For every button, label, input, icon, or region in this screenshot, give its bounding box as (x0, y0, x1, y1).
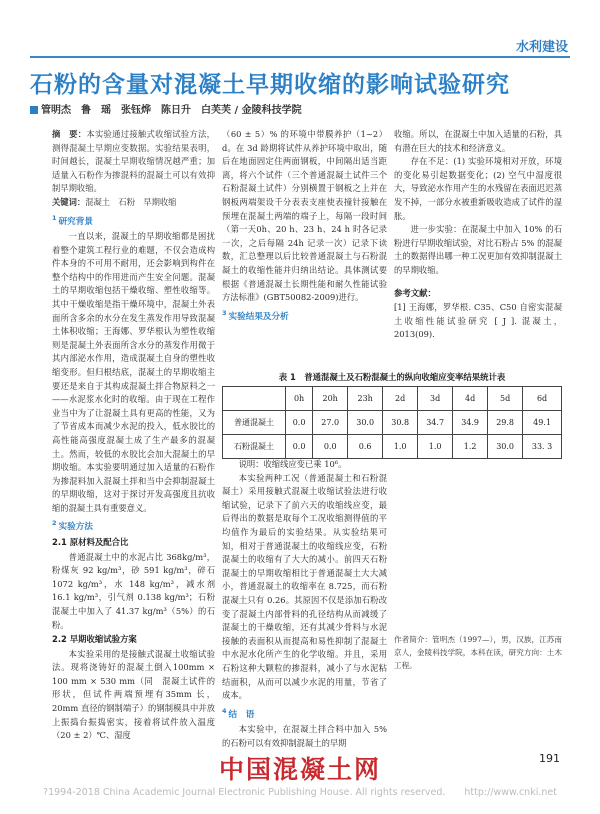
section-1-title: 研究背景 (58, 216, 93, 227)
keywords-label: 关键词： (52, 196, 86, 207)
column-right (394, 128, 562, 342)
site-watermark: 中国混凝土网 (218, 755, 381, 784)
table-cell: 0.0 (286, 411, 313, 435)
table-header-row (223, 387, 562, 411)
subsection-2-2-heading: 2.2 早期收缩试验方案 (52, 634, 137, 645)
table-cell: 34.7 (418, 411, 453, 435)
table-cell: 34.9 (453, 411, 488, 435)
section-2-heading (52, 517, 215, 534)
abstract-label: 摘 要： (52, 129, 87, 139)
section-3-title: 实验结果及分析 (228, 311, 289, 322)
shortcomings-paragraph: 存在不足：(1) 实验环境相对开放，环境的变化易引起数据变化；(2) 空气中湿度很大，导致泌水作用产生的水残留在表面迟迟蒸发不掉，一部分水被重新吸收造成了试件的湿胀。 (394, 156, 562, 221)
abstract-text: 本实验通过接触式收缩试验方法，测得混凝土早期应变数据。实验结果表明，时间越长，混凝土早期收缩情况越严重；加适量入石粉作为掺混料的混凝土可以有效抑制早期收缩。 (52, 129, 215, 194)
table-note: 说明：收缩线应变已乘 10⁶。 (238, 459, 347, 469)
authors-text: 管明杰 鲁 瑶 张钰烨 陈日升 白芙芙 / 金陵科技学院 (41, 105, 302, 116)
table-row (223, 435, 562, 459)
section-2-2-paragraph: 本实验采用的是接触式混凝土收缩试验法。现将浇铸好的混凝土倒入100mm × 100 mm × 530 mm（同 混凝土试件的形状，但试件两端预埋有35mm 长，20mm 直径的钢制端子）的钢制模具中并放上振捣台振捣密实，接着将试件放入温度（20 ± 2）℃、湿度 (52, 648, 215, 741)
table-cell: 27.0 (313, 411, 348, 435)
section-2-2-continued: （60 ± 5）% 的环境中带膜养护（1~2）d。在 3d 龄期将试件从养护环境中取出，随后在地面固定住两面钢板，中间隔出适当距离，将六个试件（三个普通混凝土试件三个石粉混凝土试件）分别横置于钢板之上并在钢板两端架设千分表表支座使表撞针接触在预埋在混凝土两端的端子上，每隔一段时间（第一天0h、20 h、23 h、24 h 时各记录一次，之后每隔 24h 记录一次）记录下读数，汇总整理以后比较普通混凝土与石粉混凝土的收缩性能并归纳出结论。具体测试要根据《普通混凝土长期性能和耐久性能试验方法标准》(GBT50082-2009)进行。 (222, 129, 387, 303)
further-experiment-paragraph: 进一步实验：在混凝土中加入 10% 的石粉进行早期收缩试验，对比石粉占 5% 的混凝土的数据得出哪一种工况更加有效抑制混凝土的早期收缩。 (394, 224, 562, 275)
table-header-cell (223, 387, 286, 411)
table-cell: 29.8 (488, 411, 523, 435)
table-block (222, 371, 562, 459)
section-3-number: 3 (222, 308, 227, 317)
reference-1: [1] 王海娜，罗华根. C35、C50 自密实混凝土收缩性能试验研究 [ J ]. 混凝土，2013(09). (394, 302, 562, 340)
section-2-title: 实验方法 (58, 522, 93, 533)
conclusion-continued: 收缩。所以，在混凝土中加入适量的石粉，具有潜在巨大的技术和经济意义。 (394, 129, 562, 153)
subsection-2-1-heading: 2.1 原材料及配合比 (52, 536, 129, 547)
table-row (223, 411, 562, 435)
data-table (222, 386, 562, 459)
table-cell: 1.0 (383, 435, 418, 459)
table-cell: 0.0 (313, 435, 348, 459)
section-4-number: 4 (222, 706, 227, 715)
section-3-heading (222, 307, 387, 324)
author-marker-icon (30, 106, 38, 114)
page-number: 191 (539, 752, 560, 765)
table-cell: 石粉混凝土 (223, 435, 286, 459)
section-4-title: 结 语 (228, 709, 255, 720)
table-cell: 0.0 (286, 435, 313, 459)
section-4-heading (222, 705, 387, 722)
table-cell: 49.1 (523, 411, 562, 435)
table-header-cell: 6d (523, 387, 562, 411)
table-header-cell: 23h (348, 387, 383, 411)
table-cell: 33. 3 (523, 435, 562, 459)
table-cell: 30.0 (348, 411, 383, 435)
column-right-lower (394, 458, 562, 672)
keywords-text: 混凝土 石粉 早期收缩 (85, 196, 177, 207)
paper-title: 石粉的含量对混凝土早期收缩的影响试验研究 (30, 72, 510, 98)
section-2-number: 2 (52, 519, 57, 528)
table-cell: 1.2 (453, 435, 488, 459)
section-1-heading (52, 212, 215, 229)
table-header-cell: 3d (418, 387, 453, 411)
table-cell: 普通混凝土 (223, 411, 286, 435)
section-2-1-paragraph: 普通混凝土中的水泥占比 368kg/m³，粉煤灰 92 kg/m³，砂 591 kg/m³，碎石 1072 kg/m³，水 148 kg/m³，减水剂 16.1 kg/m³，引气剂 0.138 kg/m³；石粉混凝土中加入了 41.37 kg/m³（5%）的石粉。 (52, 551, 215, 630)
keywords (52, 196, 215, 210)
column-left (52, 128, 215, 743)
table-header-cell: 5d (488, 387, 523, 411)
copyright-footer: ?1994-2018 China Academic Journal Electronic Publishing House. All rights reserved. http://www.cnki.net (43, 787, 557, 798)
author-note: 作者简介：管明杰（1997—），男，汉族，江苏南京人，金陵科技学院，本科在读，研究方向：土木工程。 (394, 635, 562, 670)
table-cell: 0.6 (348, 435, 383, 459)
abstract (52, 128, 215, 196)
references-heading: 参考文献： (394, 287, 436, 298)
authors-line (30, 101, 570, 116)
table-cell: 30.0 (488, 435, 523, 459)
table-header-cell: 0h (286, 387, 313, 411)
column-middle-lower (222, 458, 387, 750)
section-1-paragraph: 一直以来，混凝土的早期收缩都是困扰着整个建筑工程行业的难题，不仅会造成构件本身的不可用不耐用，还会影响到构件在整个结构中的作用进而产生安全问题。混凝土的早期收缩包括干燥收缩、塑性收缩等。其中干燥收缩是指干燥环境中，混凝土外表面所含多余的水分在发生蒸发作用导致混凝土体积收缩；王海娜、罗华根认为塑性收缩则是混凝土外表面所含水分的蒸发作用微于其内部泌水作用，造成混凝土自身的塑性收缩变形。但归根结底，混凝土的早期收缩主要还是来自于其构成混凝土拌合物原料之一——水泥浆水化时的收缩。由于现在工程作业当中为了让混凝土具有更高的性能，又为了节省成本而减少水泥的投入，低水胶比的高性能高强度混凝土成了生产最多的混凝土。然而，较低的水胶比会加大混凝土的早期收缩。本实验要明通过加入适量的石粉作为掺混料加入混凝土拌和当中会抑制混凝土的早期收缩，这对于探讨开发高强度且抗收缩的混凝土具有重要意义。 (52, 231, 215, 513)
header-rule (30, 56, 570, 58)
table-header-cell: 4d (453, 387, 488, 411)
table-title: 表 1 普通混凝土及石粉混凝土的纵向收缩应变率结果统计表 (278, 372, 506, 382)
table-cell: 1.0 (418, 435, 453, 459)
section-3-paragraph: 本实验两种工况（普通混凝土和石粉混凝土）采用接触式混凝土收缩试验法进行收缩试验，记录下了前六天的收缩线应变，最后得出的数据是取每个工况收缩测得值的平均值作为最后的实验结果。从实验结果可知，相对于普通混凝土的收缩线应变，石粉混凝土的收缩有了大大的减小。前四天石粉混凝土的早期收缩相比于普通混凝土大大减小，普通混凝土的收缩率在 8.725，而石粉混凝土只有 0.26。其原因不仅是添加石粉改变了混凝土内部骨料的孔径结构从而减缓了混凝土的干燥收缩，还有其减少骨料与水泥接触的表面积从而提高和易性抑制了混凝土中水泥水化所产生的化学收缩。并且，采用石粉这种大颗粒的掺混料，减小了与水泥粘结面积，从而可以减少水泥的用量，节省了成本。 (222, 472, 387, 701)
table-header-cell: 20h (313, 387, 348, 411)
table-cell: 30.8 (383, 411, 418, 435)
column-middle (222, 128, 387, 325)
section-1-number: 1 (52, 213, 57, 222)
section-tag: 水利建设 (515, 40, 568, 55)
table-header-cell: 2d (383, 387, 418, 411)
section-4-paragraph: 本实验中，在混凝土拌合料中加入 5% 的石粉可以有效抑制混凝土的早期 (222, 724, 387, 748)
